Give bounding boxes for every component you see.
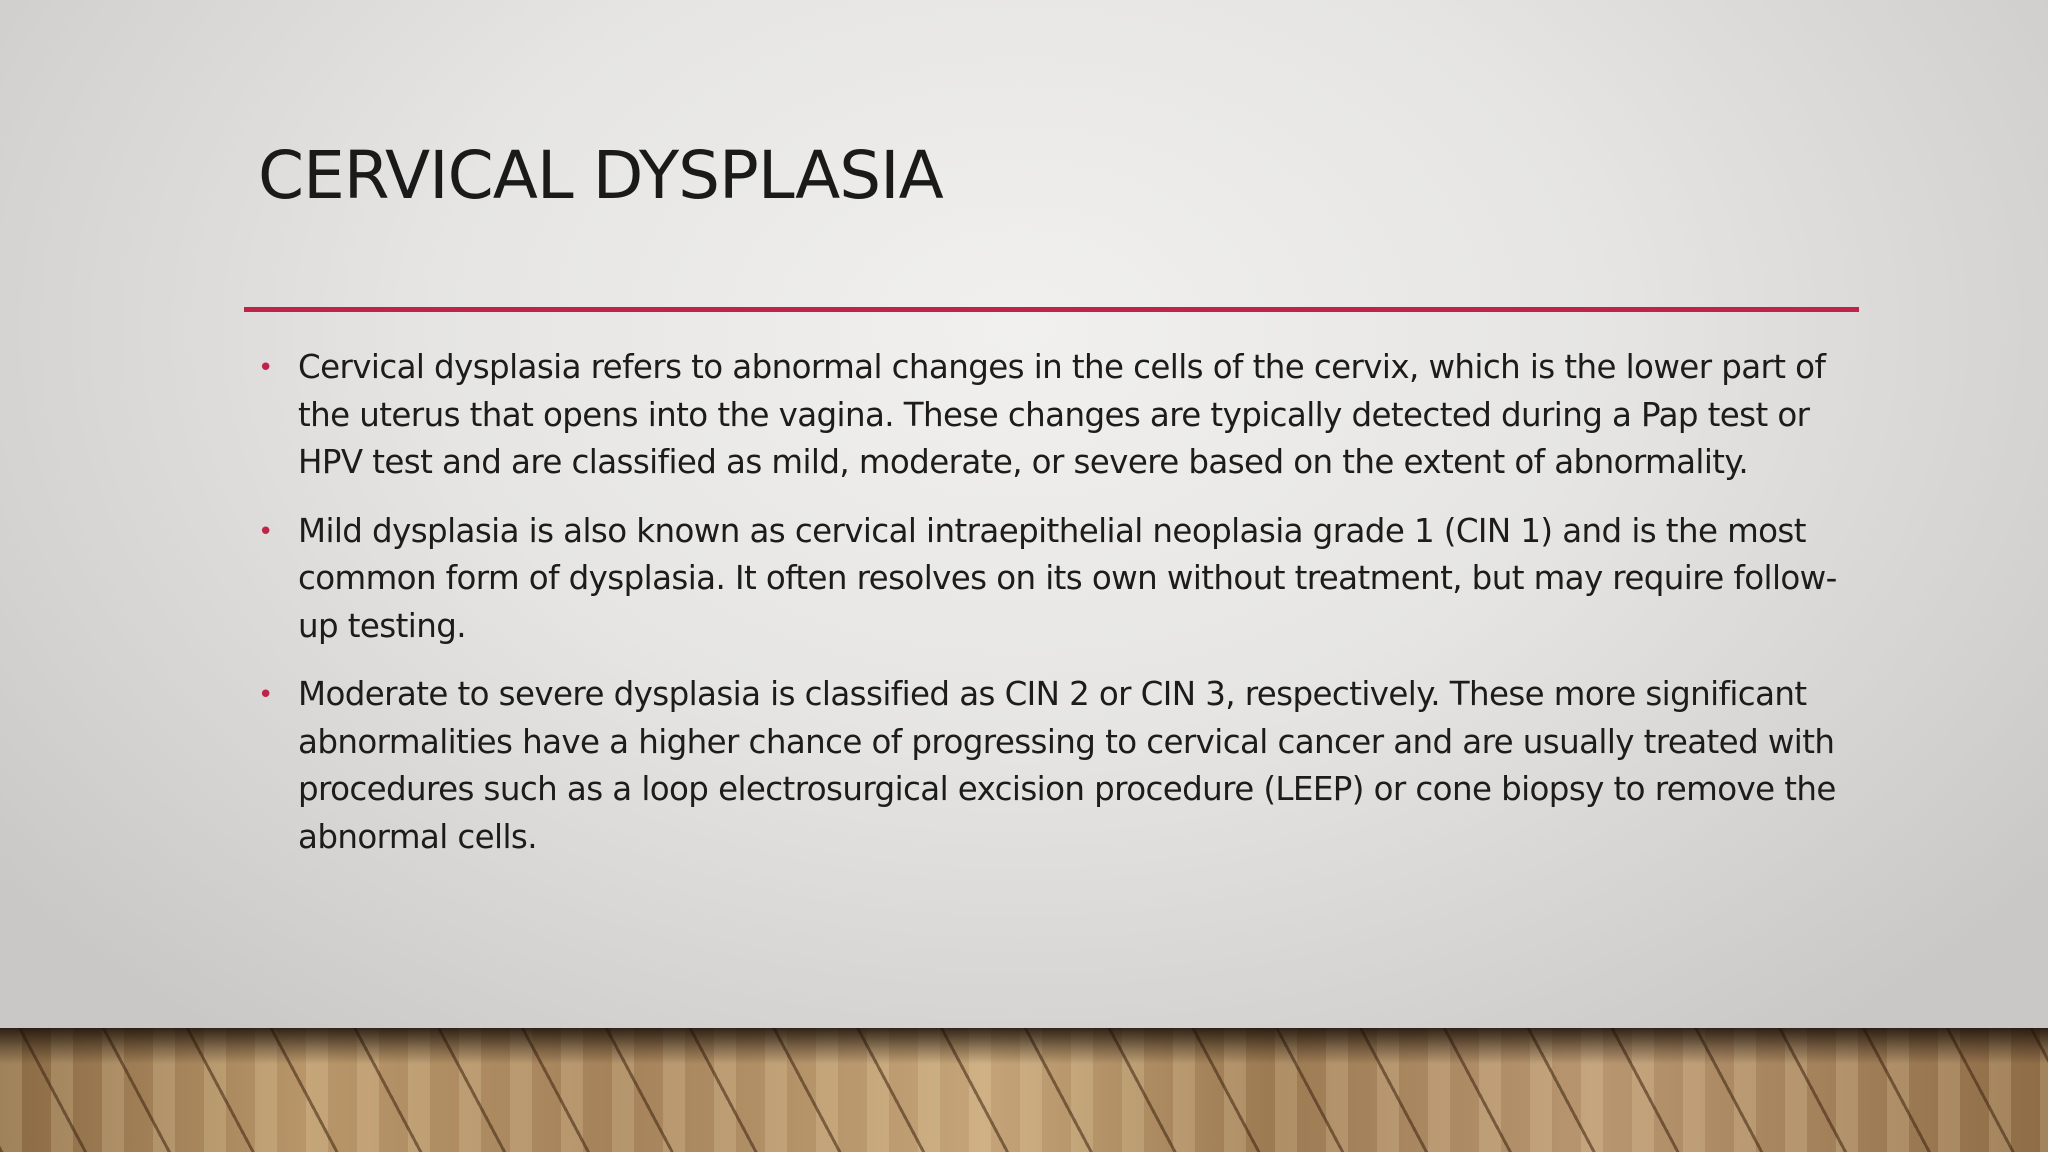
- bullet-text: Moderate to severe dysplasia is classified as CIN 2 or CIN 3, respectively. These more significant abnormalities have a higher chance of progressing to cervical cancer and are usually treated with procedures such as a loop electrosurgical excision procedure (LEEP) or cone biopsy to remove the abnormal cells.: [298, 675, 1836, 856]
- bullet-dot-icon: •: [258, 353, 274, 383]
- bullet-dot-icon: •: [258, 516, 274, 547]
- bullet-item: [258, 344, 1858, 487]
- bullet-item: [258, 671, 1858, 861]
- bullet-dot-icon: •: [258, 680, 274, 710]
- wood-floor-decoration: [0, 1028, 2048, 1152]
- bullet-list: [258, 344, 1858, 882]
- bullet-text: Mild dysplasia is also known as cervical intraepithelial neoplasia grade 1 (CIN 1) and is the most common form of dysplasia. It often resolves on its own without treatment, but may require follow-up testing.: [298, 511, 1837, 645]
- title-divider: [244, 307, 1859, 312]
- floor-shadow: [0, 1028, 2048, 1064]
- bullet-item: [258, 508, 1858, 651]
- slide-title: CERVICAL DYSPLASIA: [258, 137, 943, 214]
- bullet-text: Cervical dysplasia refers to abnormal changes in the cells of the cervix, which is the lower part of the uterus that opens into the vagina. These changes are typically detected during a Pap test or HPV test and are classified as mild, moderate, or severe based on the extent of abnormality.: [298, 348, 1826, 481]
